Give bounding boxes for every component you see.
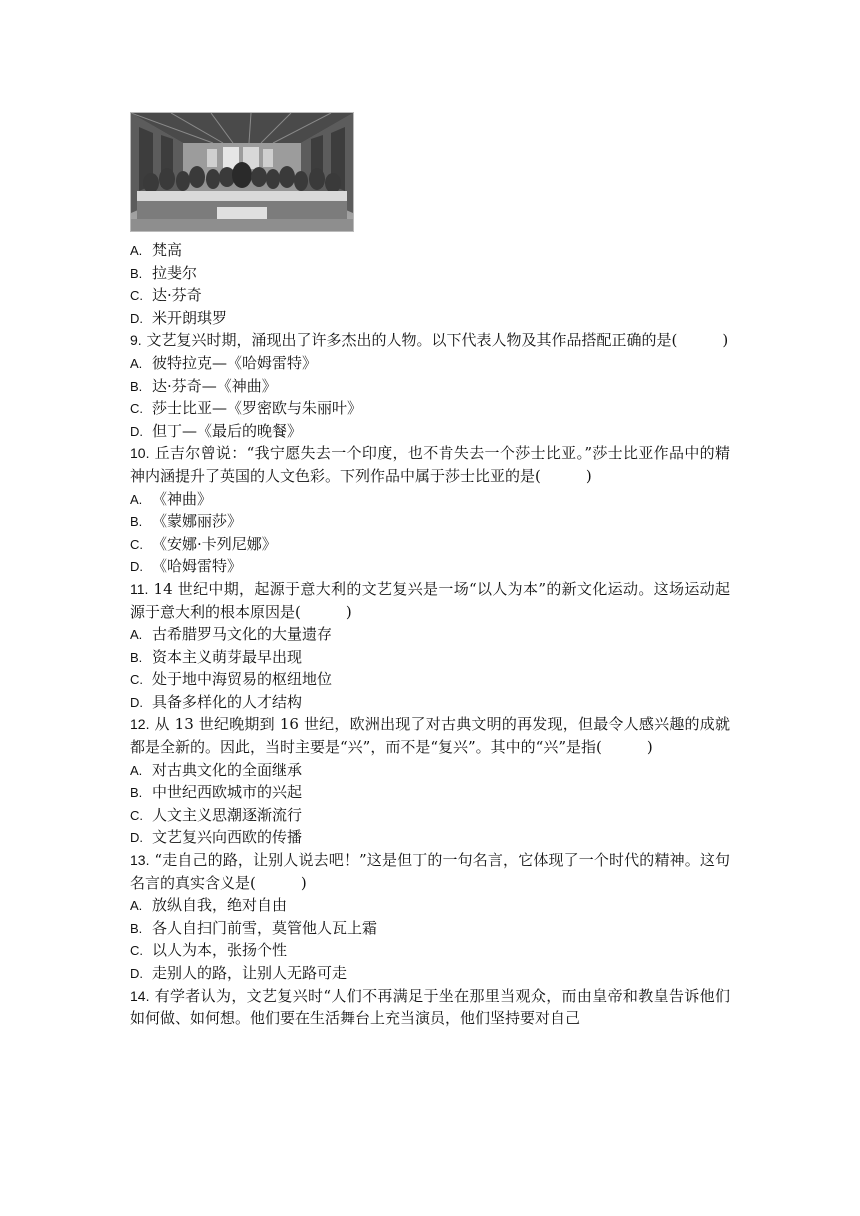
option-c[interactable] — [130, 533, 730, 556]
option-letter: D. — [130, 559, 143, 575]
question-text: 有学者认为，文艺复兴时“人们不再满足于坐在那里当观众，而由皇帝和教皇告诉他们如何做、如何想。他们要在生活舞台上充当演员，他们坚持要对自己 — [130, 986, 730, 1028]
option-d[interactable] — [130, 962, 730, 985]
question-10 — [130, 442, 730, 578]
option-letter: C. — [130, 288, 143, 304]
option-text: 走别人的路，让别人无路可走 — [152, 964, 348, 982]
q8-options — [130, 239, 730, 329]
option-text: 人文主义思潮逐渐流行 — [152, 805, 303, 824]
option-text: 以人为本，张扬个性 — [152, 941, 288, 960]
option-text: 对古典文化的全面继承 — [152, 760, 303, 779]
document-page — [130, 112, 730, 1030]
option-text: 米开朗琪罗 — [152, 308, 228, 327]
question-stem — [130, 442, 730, 487]
option-text: 但丁—《最后的晚餐》 — [152, 421, 303, 440]
option-b[interactable] — [130, 781, 730, 804]
option-letter: D. — [130, 694, 143, 710]
question-number: 10. — [130, 445, 150, 462]
painting-image — [131, 113, 353, 231]
question-number: 14. — [130, 987, 150, 1004]
option-b[interactable] — [130, 262, 730, 285]
option-text: 文艺复兴向西欧的传播 — [152, 828, 303, 847]
question-12 — [130, 713, 730, 849]
option-c[interactable] — [130, 397, 730, 420]
question-stem — [130, 985, 730, 1030]
option-text: 具备多样化的人才结构 — [152, 692, 303, 711]
option-letter: D. — [130, 830, 143, 846]
option-c[interactable] — [130, 939, 730, 962]
option-b[interactable] — [130, 917, 730, 940]
option-letter: D. — [130, 966, 143, 981]
option-text: 莎士比亚—《罗密欧与朱丽叶》 — [152, 399, 363, 418]
option-d[interactable] — [130, 555, 730, 578]
option-b[interactable] — [130, 646, 730, 669]
option-d[interactable] — [130, 307, 730, 330]
option-letter: C. — [130, 672, 143, 688]
option-a[interactable] — [130, 352, 730, 375]
option-letter: C. — [130, 807, 143, 823]
question-number: 13. — [130, 852, 150, 869]
option-letter: A. — [130, 898, 143, 914]
option-text: 资本主义萌芽最早出现 — [152, 647, 303, 666]
option-letter: C. — [130, 943, 143, 959]
question-text: 丘吉尔曾说：“我宁愿失去一个印度，也不肯失去一个莎士比亚。”莎士比亚作品中的精神内涵提升了英国的人文色彩。下列作品中属于莎士比亚的是( ) — [130, 444, 730, 485]
option-a[interactable] — [130, 623, 730, 646]
option-a[interactable] — [130, 239, 730, 262]
option-b[interactable] — [130, 375, 730, 398]
option-text: 《神曲》 — [152, 489, 213, 508]
option-text: 《哈姆雷特》 — [152, 557, 243, 576]
question-text: “走自己的路，让别人说去吧！”这是但丁的一句名言，它体现了一个时代的精神。这句名言的真实含义是( ) — [130, 851, 730, 892]
option-text: 《蒙娜丽莎》 — [152, 512, 243, 531]
option-a[interactable] — [130, 488, 730, 511]
option-letter: C. — [130, 536, 143, 552]
option-text: 放纵自我，绝对自由 — [152, 896, 288, 915]
option-text: 《安娜·卡列尼娜》 — [152, 534, 277, 553]
option-c[interactable] — [130, 668, 730, 691]
option-text: 拉斐尔 — [152, 263, 198, 282]
question-number: 9. — [130, 332, 142, 349]
question-stem — [130, 329, 730, 352]
option-text: 彼特拉克—《哈姆雷特》 — [152, 353, 318, 372]
question-stem — [130, 849, 730, 894]
question-9 — [130, 329, 730, 442]
option-letter: A. — [130, 627, 143, 643]
option-c[interactable] — [130, 804, 730, 827]
option-text: 达·芬奇 — [152, 286, 202, 305]
option-letter: C. — [130, 401, 143, 417]
question-text: 文艺复兴时期，涌现出了许多杰出的人物。以下代表人物及其作品搭配正确的是( ) — [146, 331, 729, 350]
option-letter: B. — [130, 265, 143, 281]
question-text: 14 世纪中期，起源于意大利的文艺复兴是一场“以人为本”的新文化运动。这场运动起源于意大利的根本原因是( ) — [130, 579, 730, 621]
last-supper-painting — [130, 112, 354, 232]
option-letter: B. — [130, 785, 143, 801]
option-letter: A. — [130, 762, 143, 778]
option-c[interactable] — [130, 284, 730, 307]
option-text: 处于地中海贸易的枢纽地位 — [152, 670, 333, 689]
option-letter: B. — [130, 920, 143, 936]
option-a[interactable] — [130, 759, 730, 782]
option-text: 梵高 — [152, 241, 183, 259]
question-13 — [130, 849, 730, 985]
question-stem — [130, 578, 730, 623]
option-d[interactable] — [130, 691, 730, 714]
option-letter: A. — [130, 491, 143, 507]
option-letter: D. — [130, 423, 143, 439]
option-a[interactable] — [130, 894, 730, 917]
option-text: 古希腊罗马文化的大量遗存 — [152, 625, 333, 644]
option-b[interactable] — [130, 510, 730, 533]
option-letter: A. — [130, 355, 143, 371]
question-number: 11. — [130, 580, 149, 597]
option-text: 中世纪西欧城市的兴起 — [152, 783, 303, 802]
option-text: 达·芬奇—《神曲》 — [152, 376, 277, 395]
option-d[interactable] — [130, 420, 730, 443]
question-11 — [130, 578, 730, 714]
question-text: 从 13 世纪晚期到 16 世纪，欧洲出现了对古典文明的再发现，但最令人感兴趣的成就都是全新的。因此，当时主要是“兴”，而不是“复兴”。其中的“兴”是指( ) — [130, 715, 730, 757]
option-letter: B. — [130, 514, 143, 530]
option-letter: D. — [130, 310, 143, 326]
question-14 — [130, 985, 730, 1030]
option-letter: B. — [130, 649, 143, 665]
option-d[interactable] — [130, 826, 730, 849]
option-letter: A. — [130, 243, 143, 258]
option-letter: B. — [130, 378, 143, 394]
question-number: 12. — [130, 716, 150, 733]
option-text: 各人自扫门前雪，莫管他人瓦上霜 — [152, 918, 378, 937]
question-stem — [130, 713, 730, 758]
